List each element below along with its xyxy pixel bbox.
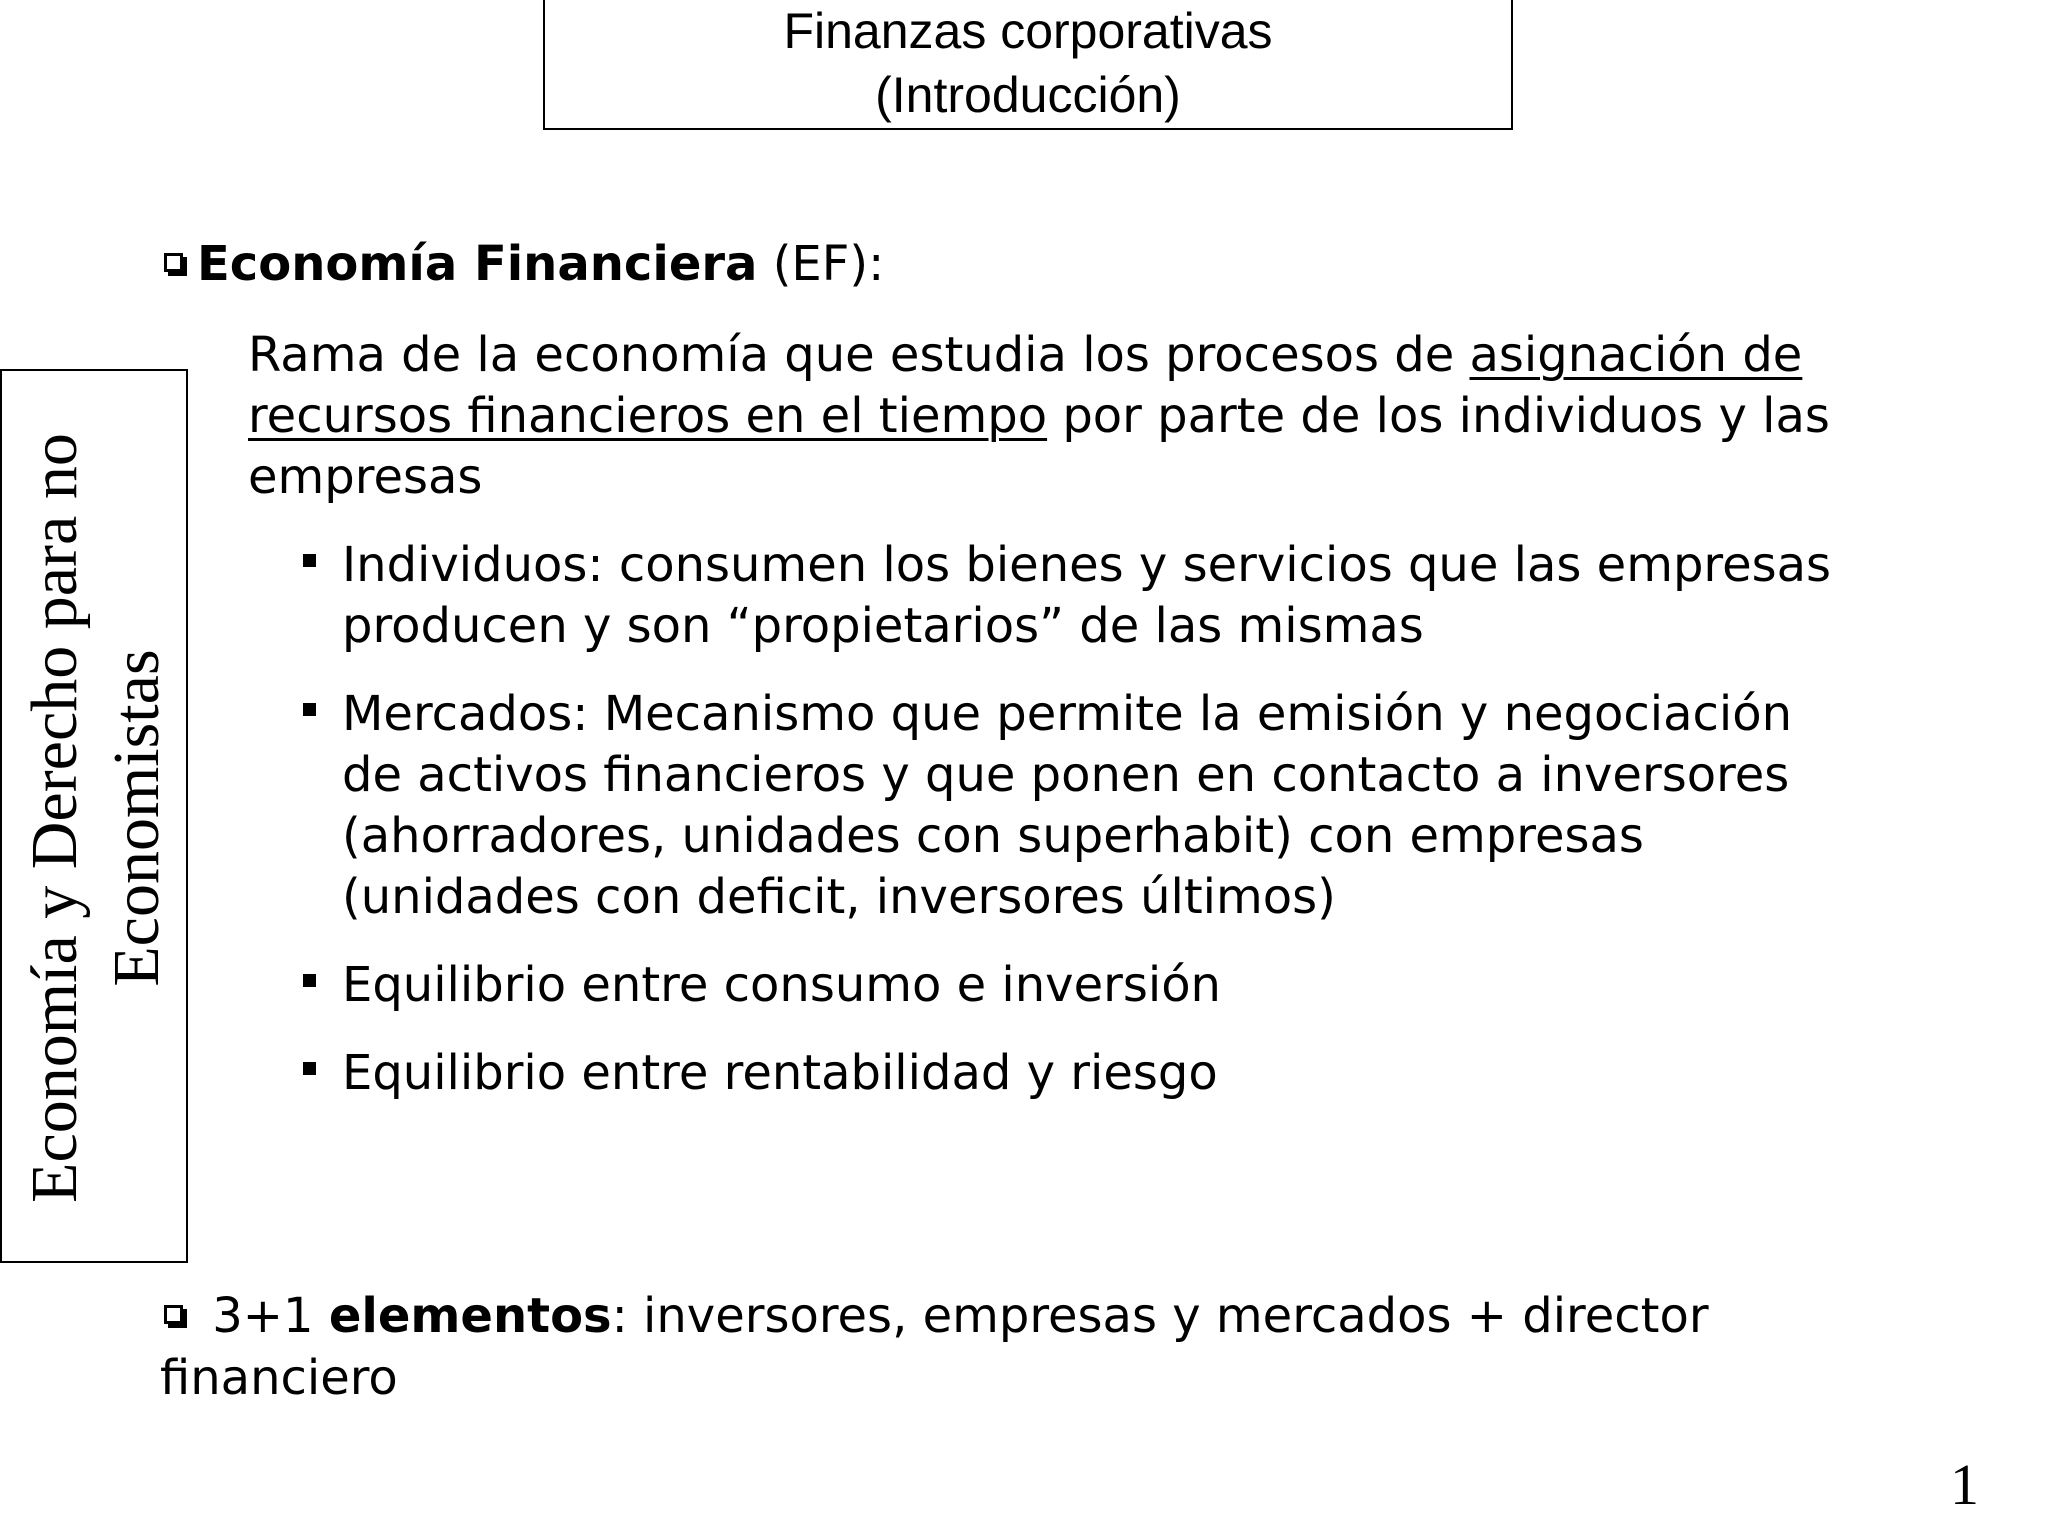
- list-item: [303, 955, 1863, 1016]
- side-label-text: Economía y Derecho para no Economistas: [18, 433, 173, 1203]
- list-item: [303, 535, 1863, 657]
- list-item-text: Equilibrio entre rentabilidad y riesgo: [342, 1045, 1218, 1101]
- checkbox-square-icon: [164, 253, 183, 272]
- section-heading-bold: Economía Financiera: [197, 236, 758, 292]
- definition-paragraph: [248, 325, 1888, 508]
- sub-bullet-list: [303, 535, 1863, 1131]
- list-item: [303, 684, 1863, 928]
- square-bullet-icon: [303, 703, 316, 716]
- side-label-box: [0, 369, 188, 1263]
- definition-part1: Rama de la economía que estudia los procesos de: [248, 327, 1470, 383]
- checkbox-square-icon: [164, 1305, 183, 1324]
- elements-bold: elementos: [328, 1288, 612, 1344]
- slide-subtitle: (Introducción): [875, 67, 1181, 123]
- list-item-text: Equilibrio entre consumo e inversión: [342, 957, 1221, 1013]
- elements-pre: 3+1: [197, 1288, 329, 1344]
- slide-title: Finanzas corporativas: [783, 3, 1273, 59]
- list-item: [303, 1043, 1863, 1104]
- definition-underlined: asignación de recursos financieros en el tiempo: [248, 327, 1803, 444]
- page-number: 1: [1950, 1452, 1979, 1517]
- list-item-text: Mercados: Mecanismo que permite la emisión y negociación de activos financieros y que ponen en contacto a inversores (ahorradores, unidades con superhabit) con empresas (unidades con deficit, inversores últimos): [342, 686, 1793, 925]
- elements-paragraph: [160, 1285, 1720, 1409]
- section-heading-economia-financiera: [160, 233, 884, 295]
- list-item-text: Individuos: consumen los bienes y servicios que las empresas producen y son “propietarios” de las mismas: [342, 537, 1832, 654]
- slide-title-box: [543, 0, 1513, 130]
- section-heading-suffix: (EF):: [757, 236, 885, 292]
- elements-rest: : inversores, empresas y mercados + director financiero: [160, 1288, 1709, 1406]
- square-bullet-icon: [303, 554, 316, 567]
- square-bullet-icon: [303, 974, 316, 987]
- definition-part2: por parte de los individuos y las empresas: [248, 388, 1830, 505]
- square-bullet-icon: [303, 1062, 316, 1075]
